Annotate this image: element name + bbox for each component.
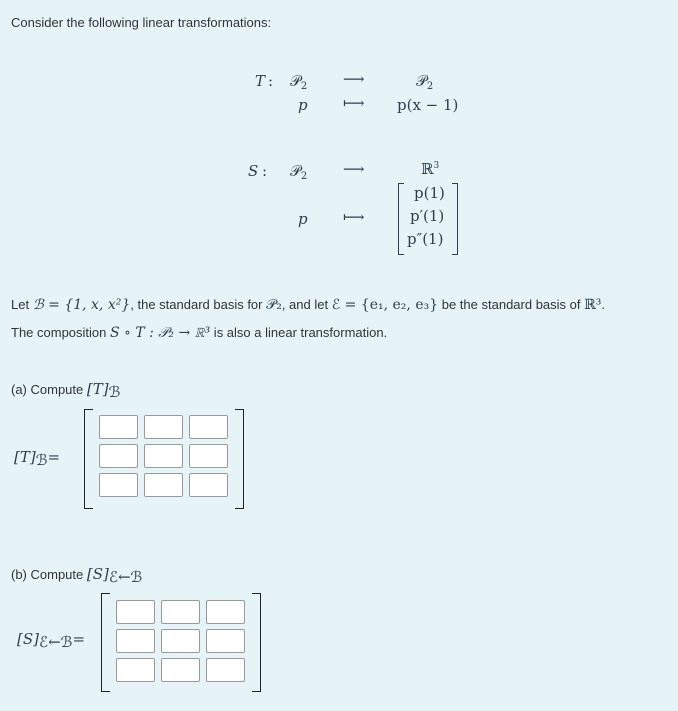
matrix-b-left-bracket — [101, 593, 110, 692]
composition-line: The composition S ∘ T : 𝒫₂ → ℝ³ is also a linear transformation. — [11, 325, 388, 341]
matrix-a-cell-3-2[interactable] — [144, 473, 183, 497]
part-b-prompt: (b) Compute [S]ℰ←ℬ — [11, 565, 143, 586]
t-mapsto: ⟼ — [343, 94, 365, 112]
matrix-b-cell-2-2[interactable] — [161, 629, 200, 653]
matrix-a-cell-2-3[interactable] — [189, 444, 228, 468]
t-colon: : — [268, 72, 274, 90]
s-colon: : — [262, 162, 268, 180]
intro-text: Consider the following linear transformations: — [11, 15, 272, 30]
p2-math: 𝒫₂ — [266, 297, 282, 313]
matrix-b-cell-3-1[interactable] — [116, 658, 155, 682]
matrix-a-right-bracket — [235, 409, 244, 509]
basis-e-math: ℰ = {e₁, e₂, e₃} — [331, 297, 439, 313]
part-b-lhs: [S]ℰ←ℬ= — [17, 630, 86, 651]
matrix-b-cell-3-3[interactable] — [206, 658, 245, 682]
matrix-b-cell-1-3[interactable] — [206, 600, 245, 624]
matrix-a-cell-2-1[interactable] — [99, 444, 138, 468]
t-codomain: 𝒫$_2$ — [416, 72, 434, 92]
matrix-a-left-bracket — [84, 409, 93, 509]
vector-entry-3: p″(1) — [407, 230, 444, 248]
matrix-a-cell-1-1[interactable] — [99, 415, 138, 439]
matrix-b-cell-2-3[interactable] — [206, 629, 245, 653]
t-input: p — [298, 96, 308, 114]
t-output: p(x − 1) — [397, 96, 459, 114]
s-mapsto: ⟼ — [343, 208, 365, 226]
t-arrow: ⟶ — [343, 70, 365, 88]
matrix-a-cell-1-3[interactable] — [189, 415, 228, 439]
matrix-a-cell-3-1[interactable] — [99, 473, 138, 497]
r3-math: ℝ³ — [584, 297, 602, 313]
part-a-prompt: (a) Compute [T]ℬ — [11, 380, 121, 401]
matrix-a-cell-3-3[interactable] — [189, 473, 228, 497]
matrix-b-cell-2-1[interactable] — [116, 629, 155, 653]
composition-math: S ∘ T : 𝒫₂ → ℝ³ — [110, 325, 211, 341]
matrix-b-cell-1-1[interactable] — [116, 600, 155, 624]
vector-right-bracket — [452, 183, 458, 255]
s-input: p — [298, 210, 308, 228]
s-domain: 𝒫$_2$ — [290, 162, 308, 182]
s-arrow: ⟶ — [343, 160, 365, 178]
part-a-lhs: [T]ℬ= — [14, 448, 61, 469]
s-codomain: ℝ$^3$ — [421, 160, 440, 178]
matrix-a-cell-1-2[interactable] — [144, 415, 183, 439]
matrix-b-cell-1-2[interactable] — [161, 600, 200, 624]
vector-left-bracket — [398, 183, 404, 255]
vector-entry-1: p(1) — [414, 184, 445, 202]
matrix-b-right-bracket — [252, 593, 261, 692]
basis-definition-line: Let ℬ = {1, x, x²}, the standard basis for 𝒫₂, and let ℰ = {e₁, e₂, e₃} be the standard basis of ℝ³. — [11, 297, 605, 313]
t-name: T — [255, 72, 266, 90]
matrix-b-cell-3-2[interactable] — [161, 658, 200, 682]
basis-b-math: ℬ = {1, x, x²} — [32, 297, 131, 313]
vector-entry-2: p′(1) — [410, 207, 445, 225]
t-domain: 𝒫$_2$ — [290, 72, 308, 92]
matrix-a-cell-2-2[interactable] — [144, 444, 183, 468]
s-name: S — [248, 162, 259, 180]
